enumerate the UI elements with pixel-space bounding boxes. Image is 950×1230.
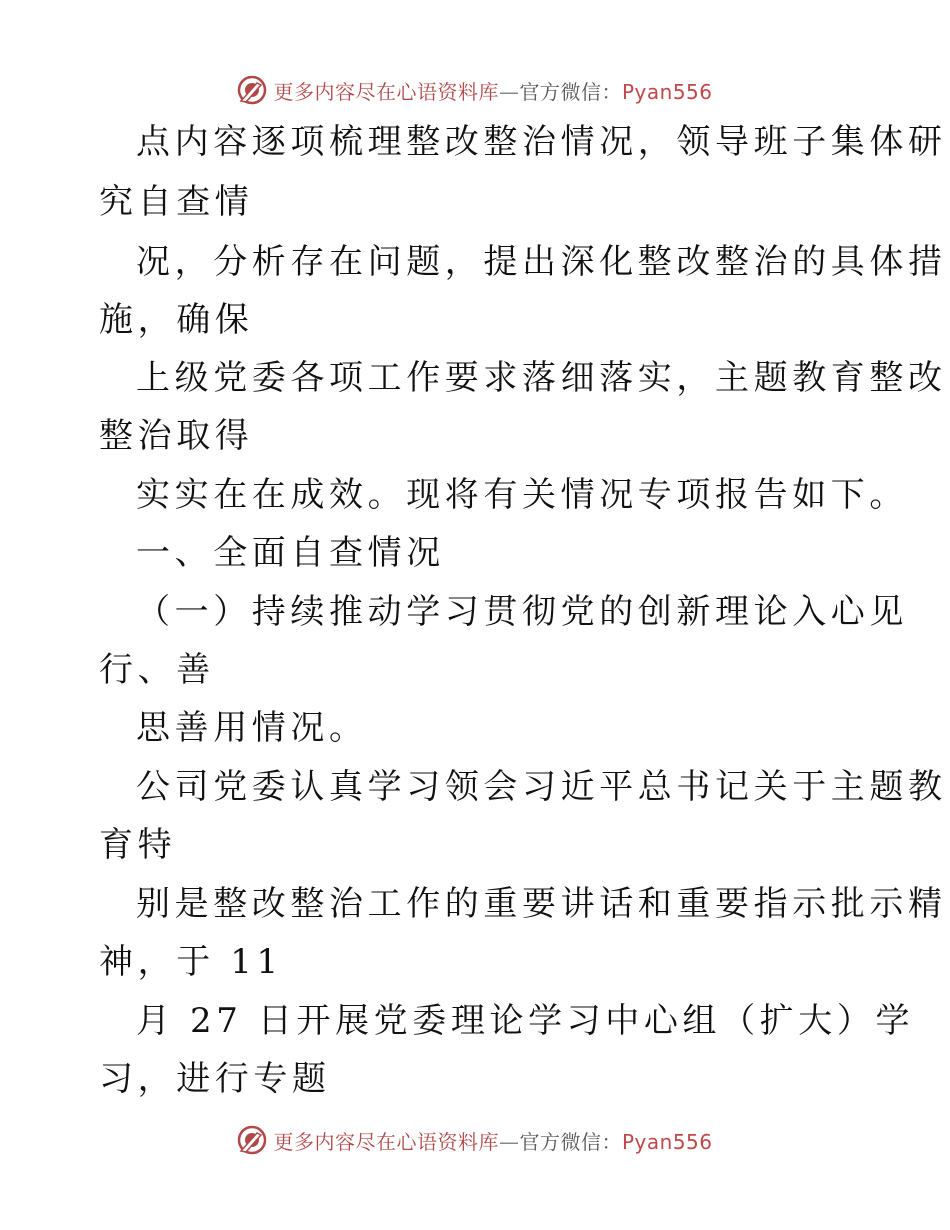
- header-wechat-id: Pyan556: [621, 79, 713, 104]
- body-line: 究自查情: [99, 182, 254, 222]
- footer-banner-text: [273, 1126, 712, 1155]
- body-line: 公司党委认真学习领会习近平总书记关于主题教: [136, 767, 947, 807]
- body-line: 别是整改整治工作的重要讲话和重要指示批示精: [136, 884, 947, 924]
- body-line: 育特: [99, 825, 177, 865]
- footer-wechat-id: Pyan556: [621, 1129, 713, 1154]
- quill-logo-icon: [237, 75, 267, 105]
- header-wechat-label: 官方微信：: [519, 79, 622, 104]
- footer-dash: —: [498, 1129, 520, 1154]
- section-heading: 一、全面自查情况: [136, 533, 445, 573]
- footer-site-text: 更多内容尽在心语资料库: [273, 1129, 499, 1154]
- quill-logo-icon: [237, 1125, 267, 1155]
- body-line: 思善用情况。: [136, 708, 368, 748]
- body-line: 习，进行专题: [99, 1059, 331, 1099]
- body-line: 上级党委各项工作要求落细落实，主题教育整改: [136, 358, 947, 398]
- body-line: 月 27 日开展党委理论学习中心组（扩大）学: [136, 1001, 915, 1041]
- body-line: 整治取得: [99, 416, 254, 456]
- header-banner-text: [273, 76, 712, 105]
- body-line: 实实在在成效。现将有关情况专项报告如下。: [136, 475, 908, 515]
- body-line: 行、善: [99, 650, 215, 690]
- body-line: 施，确保: [99, 300, 254, 340]
- header-dash: —: [498, 79, 520, 104]
- header-site-text: 更多内容尽在心语资料库: [273, 79, 499, 104]
- header-banner: [0, 70, 950, 110]
- footer-wechat-label: 官方微信：: [519, 1129, 622, 1154]
- footer-banner: [0, 1120, 950, 1160]
- subsection-heading: （一）持续推动学习贯彻党的创新理论入心见: [136, 592, 908, 632]
- body-line: 神，于 11: [99, 942, 283, 982]
- body-line: 点内容逐项梳理整改整治情况，领导班子集体研: [136, 122, 947, 162]
- body-line: 况，分析存在问题，提出深化整改整治的具体措: [136, 242, 947, 282]
